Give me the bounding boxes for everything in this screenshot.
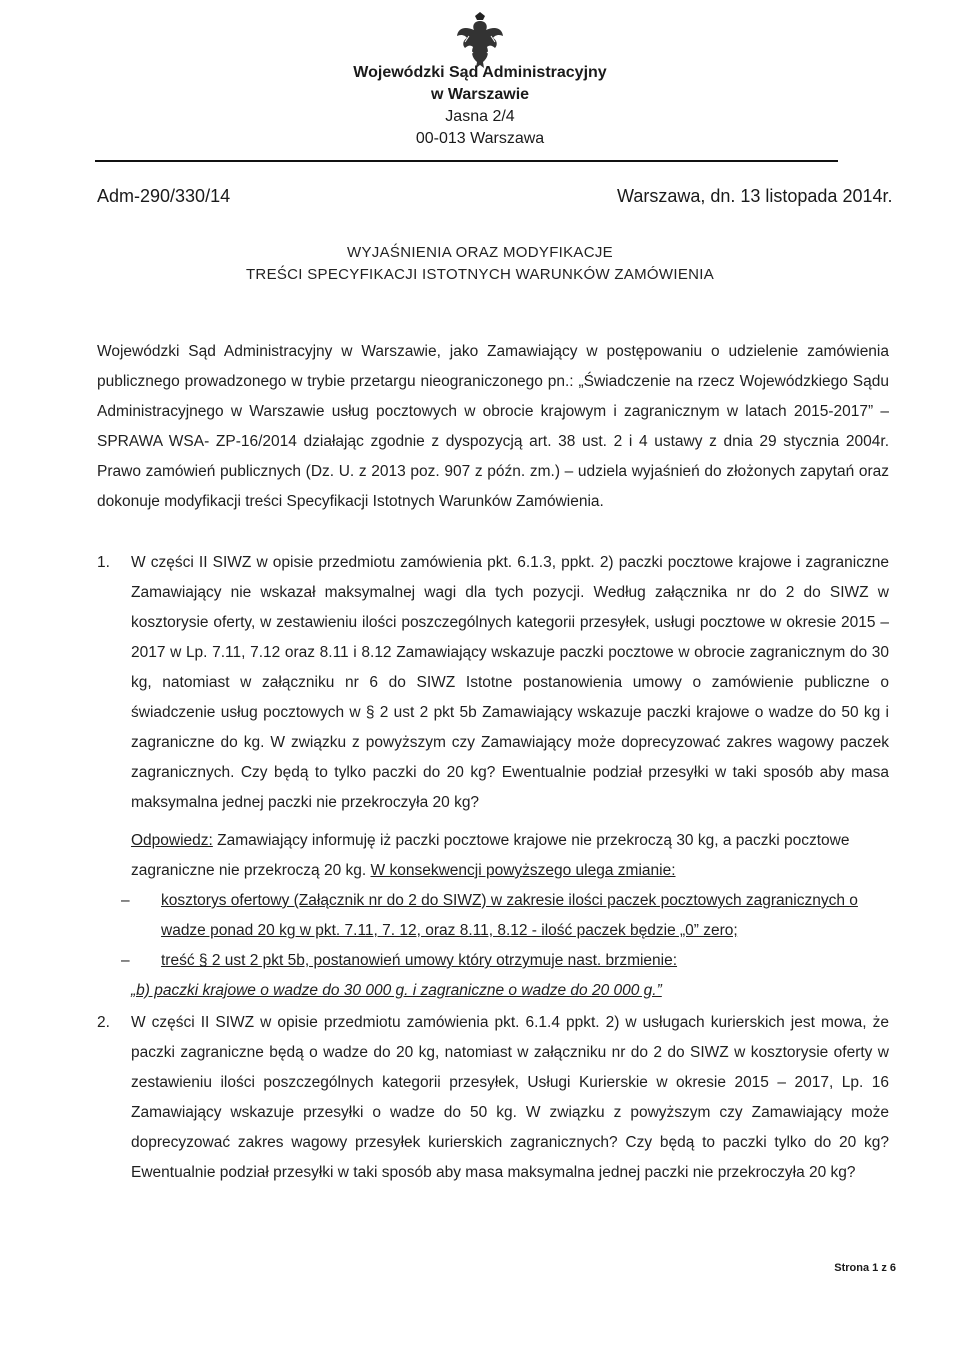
intro-paragraph: Wojewódzki Sąd Administracyjny w Warszawie, jako Zamawiający w postępowaniu o udzielenie zamówienia publicznego prowadzonego w trybie przetargu nieograniczonego pn.: „Świadczenie na rzecz Wojewódzkiego Sądu Administracyjnego w Warszawie usług pocztowych w obrocie krajowym i zagranicznym w latach 2015-2017” – SPRAWA WSA- ZP-16/2014 działając zgodnie z dyspozycją art. 38 ust. 2 i 4 ustawy z dnia 29 stycznia 2004r. Prawo zamówień publicznych (Dz. U. z 2013 poz. 907 z późn. zm.) – udziela wyjaśnień do złożonych zapytań oraz dokonuje modyfikacji treści Specyfikacji Istotnych Warunków Zamówienia. [97,343,889,510]
court-street: Jasna 2/4 [445,108,515,125]
court-name: Wojewódzki Sąd Administracyjny [353,64,607,81]
item-number: 1. [97,554,110,571]
answer-label: Odpowiedz: [131,832,213,849]
change-text: treść § 2 ust 2 pkt 5b, postanowień umowy który otrzymuje nast. brzmienie: [161,952,678,969]
item-question: W części II SIWZ w opisie przedmiotu zamówienia pkt. 6.1.4 ppkt. 2) w usługach kurierskich jest mowa, że paczki zagraniczne będą o wadze do 20 kg, natomiast w załączniku nr do 2 do SIWZ w kosztorysie oferty w zestawieniu ilości poszczególnych kategorii przesyłek, Usługi Kurierskie w okresie 2015 – 2017, Lp. 16 Zamawiający wskazuje przesyłki o wadze do 50 kg. W związku z powyższym czy Zamawiający może doprecyzować zakres wagowy przesyłek kurierskich zagranicznych? Czy będą to paczki tylko do 20 kg? Ewentualnie podział przesyłki w taki sposób aby masa maksymalna jednej paczki nie przekroczyła 20 kg? [131,1014,889,1181]
item-number: 2. [97,1014,110,1031]
item-2 [97,1008,889,1188]
item-1 [97,548,889,848]
place-date: Warszawa, dn. 13 listopada 2014r. [617,186,893,206]
answer-text: Zamawiający informuję iż paczki pocztowe krajowe nie przekroczą 30 kg, a paczki pocztowe zagraniczne nie przekroczą 20 kg. [131,832,850,879]
answer-block [131,826,889,886]
dash-marker: – [121,892,130,909]
page-number: Strona 1 z 6 [834,1262,896,1274]
item-question: W części II SIWZ w opisie przedmiotu zamówienia pkt. 6.1.3, ppkt. 2) paczki pocztowe krajowe i zagraniczne Zamawiający nie wskazał maksymalnej wagi dla tych pozycji. Według załącznika nr do 2 do SIWZ w kosztorysie oferty, w zestawieniu ilości poszczególnych kategorii przesyłek, usługi pocztowe w okresie 2015 – 2017 w Lp. 7.11, 7.12 oraz 8.11 i 8.12 Zamawiający wskazuje paczki pocztowe w obrocie zagranicznym do 30 kg, natomiast w załączniku nr 6 do SIWZ Istotne postanowienia umowy o zamówienie publiczne o świadczenie usług pocztowych w § 2 ust 2 pkt 5b Zamawiający wskazuje paczki krajowe o wadze do 50 kg i zagraniczne do kg. W związku z powyższym czy Zamawiający może doprecyzować zakres wagowy paczek zagranicznych. Czy będą to tylko paczki do 20 kg? Ewentualnie podział przesyłki w taki sposób aby masa maksymalna jednej paczki nie przekroczyła 20 kg? [131,554,889,811]
consequence-text: W konsekwencji powyższego ulega zmianie: [370,862,676,879]
change-text: kosztorys ofertowy (Załącznik nr do 2 do SIWZ) w zakresie ilości paczek pocztowych zagranicznych o wadze ponad 20 kg w pkt. 7.11, 7. 12, oraz 8.11, 8.12 - ilość paczek będzie „0” zero; [161,892,858,939]
document-title-line2: TREŚCI SPECYFIKACJI ISTOTNYCH WARUNKÓW ZAMÓWIENIA [245,266,715,283]
document-title-line1: WYJAŚNIENIA ORAZ MODYFIKACJE [347,244,613,261]
dash-marker: – [121,952,130,969]
header-divider [95,160,838,162]
quoted-provision: „b) paczki krajowe o wadze do 30 000 g. i zagraniczne o wadze do 20 000 g.” [131,982,662,999]
court-postal: 00-013 Warszawa [415,130,545,147]
court-city: w Warszawie [430,86,530,103]
reference-number: Adm-290/330/14 [97,186,231,206]
